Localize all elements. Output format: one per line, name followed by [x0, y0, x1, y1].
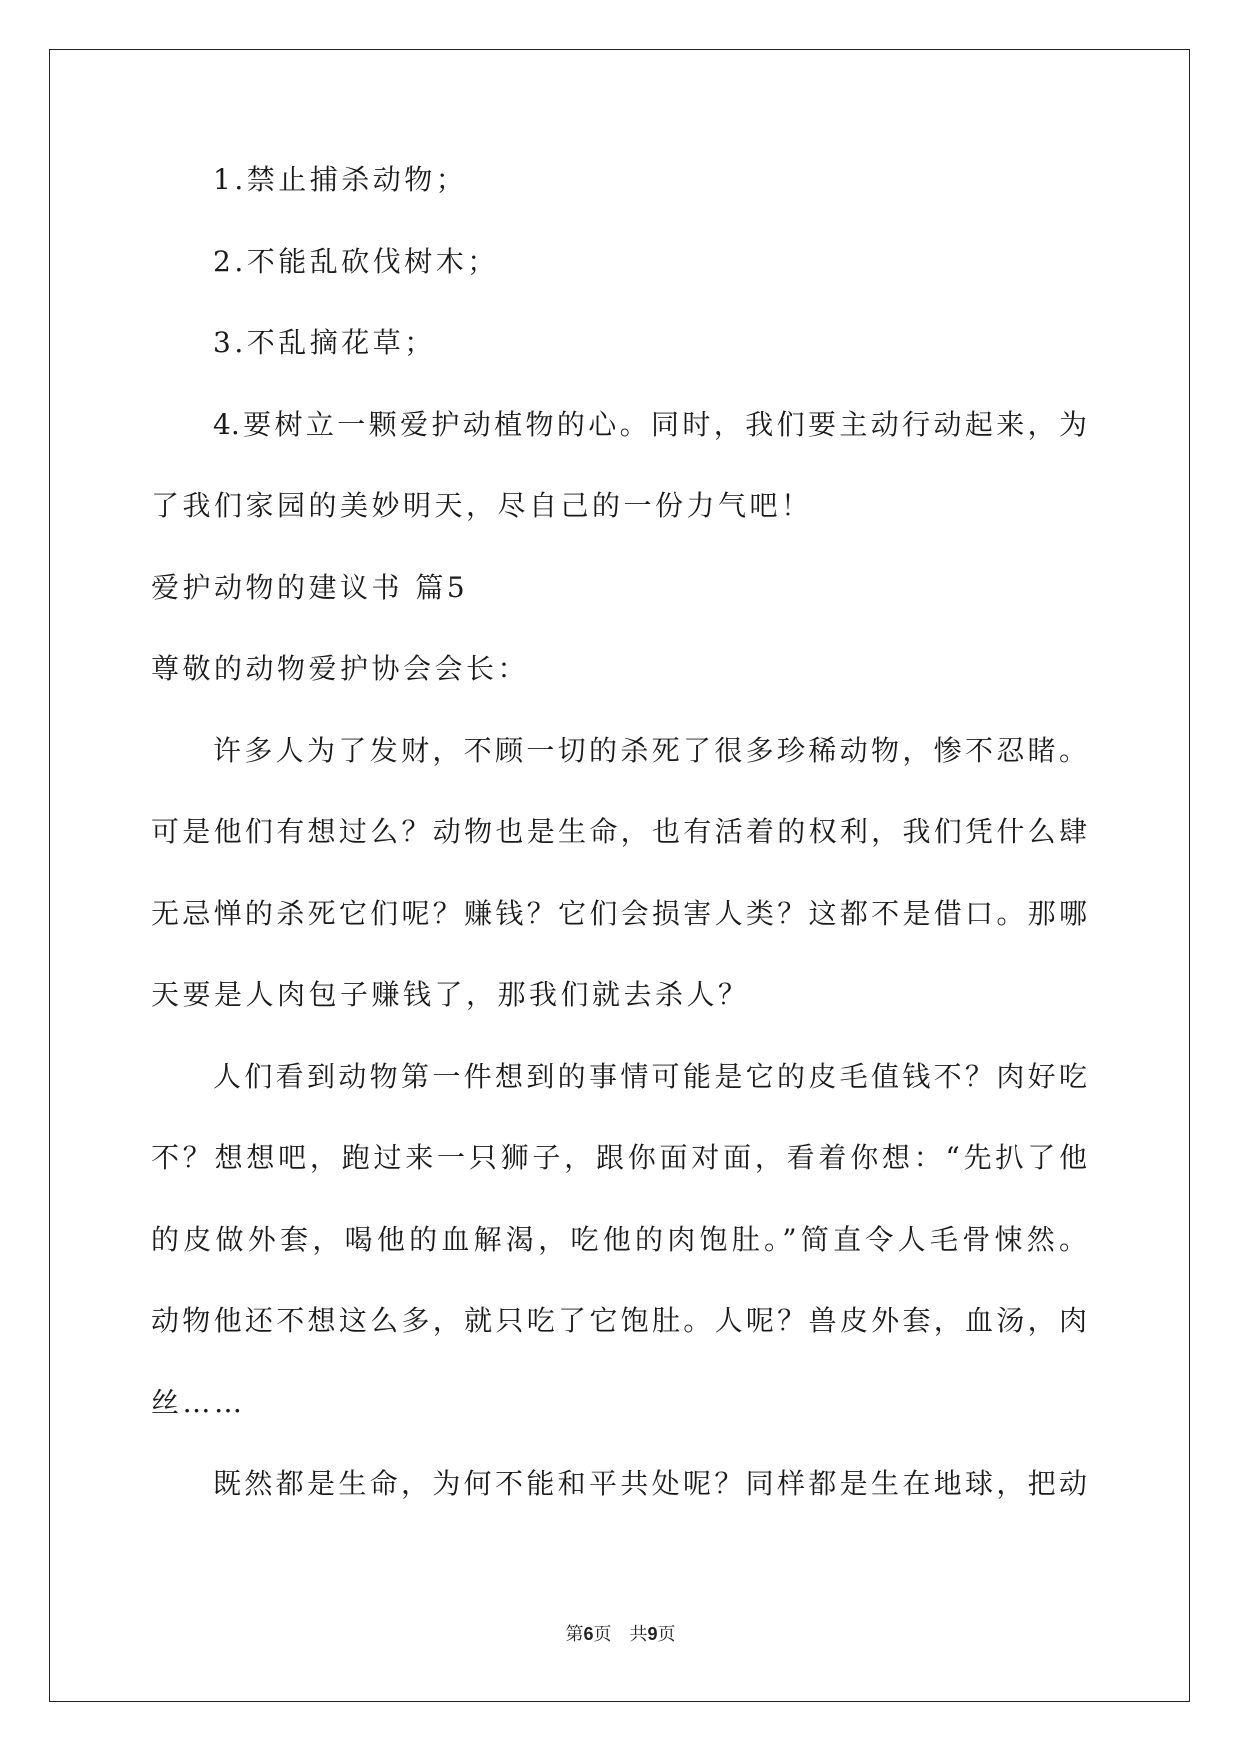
list-item-1: 1.禁止捕杀动物； — [213, 163, 468, 196]
list-item-4-line-2: 了我们家园的美妙明天，尽自己的一份力气吧！ — [151, 489, 813, 522]
page-footer — [0, 1622, 1241, 1647]
paragraph-1-line-2: 可是他们有想过么？动物也是生命，也有活着的权利，我们凭什么肆 — [151, 815, 1087, 848]
paragraph-2-line-2: 不？想想吧，跑过来一只狮子，跟你面对面，看着你想：“先扒了他 — [151, 1141, 1087, 1174]
footer-prefix: 第 — [565, 1624, 584, 1645]
paragraph-1-line-1: 许多人为了发财，不顾一切的杀死了很多珍稀动物，惨不忍睹。 — [213, 734, 1087, 767]
total-page-count: 9 — [647, 1624, 658, 1644]
paragraph-1-line-4: 天要是人肉包子赚钱了，那我们就去杀人？ — [151, 978, 750, 1011]
current-page-number: 6 — [583, 1624, 594, 1644]
paragraph-2-line-3: 的皮做外套，喝他的血解渴，吃他的肉饱肚。”简直令人毛骨悚然。 — [151, 1223, 1087, 1256]
salutation: 尊敬的动物爱护协会会长： — [151, 652, 530, 685]
footer-suffix: 页 — [657, 1624, 676, 1645]
paragraph-3-line-1: 既然都是生命，为何不能和平共处呢？同样都是生在地球，把动 — [213, 1467, 1087, 1500]
paragraph-2-line-4: 动物他还不想这么多，就只吃了它饱肚。人呢？兽皮外套，血汤，肉 — [151, 1304, 1087, 1337]
list-item-4-line-1: 4.要树立一颗爱护动植物的心。同时，我们要主动行动起来，为 — [213, 408, 1087, 441]
footer-middle: 页 共 — [593, 1624, 648, 1645]
list-item-2: 2.不能乱砍伐树木； — [213, 245, 499, 278]
list-item-3: 3.不乱摘花草； — [213, 326, 436, 359]
page-border — [49, 49, 1190, 1702]
section-heading: 爱护动物的建议书 篇5 — [151, 571, 469, 604]
paragraph-2-line-1: 人们看到动物第一件想到的事情可能是它的皮毛值钱不？肉好吃 — [213, 1060, 1087, 1093]
paragraph-1-line-3: 无忌惮的杀死它们呢？赚钱？它们会损害人类？这都不是借口。那哪 — [151, 897, 1087, 930]
paragraph-2-line-5: 丝…… — [151, 1386, 246, 1419]
